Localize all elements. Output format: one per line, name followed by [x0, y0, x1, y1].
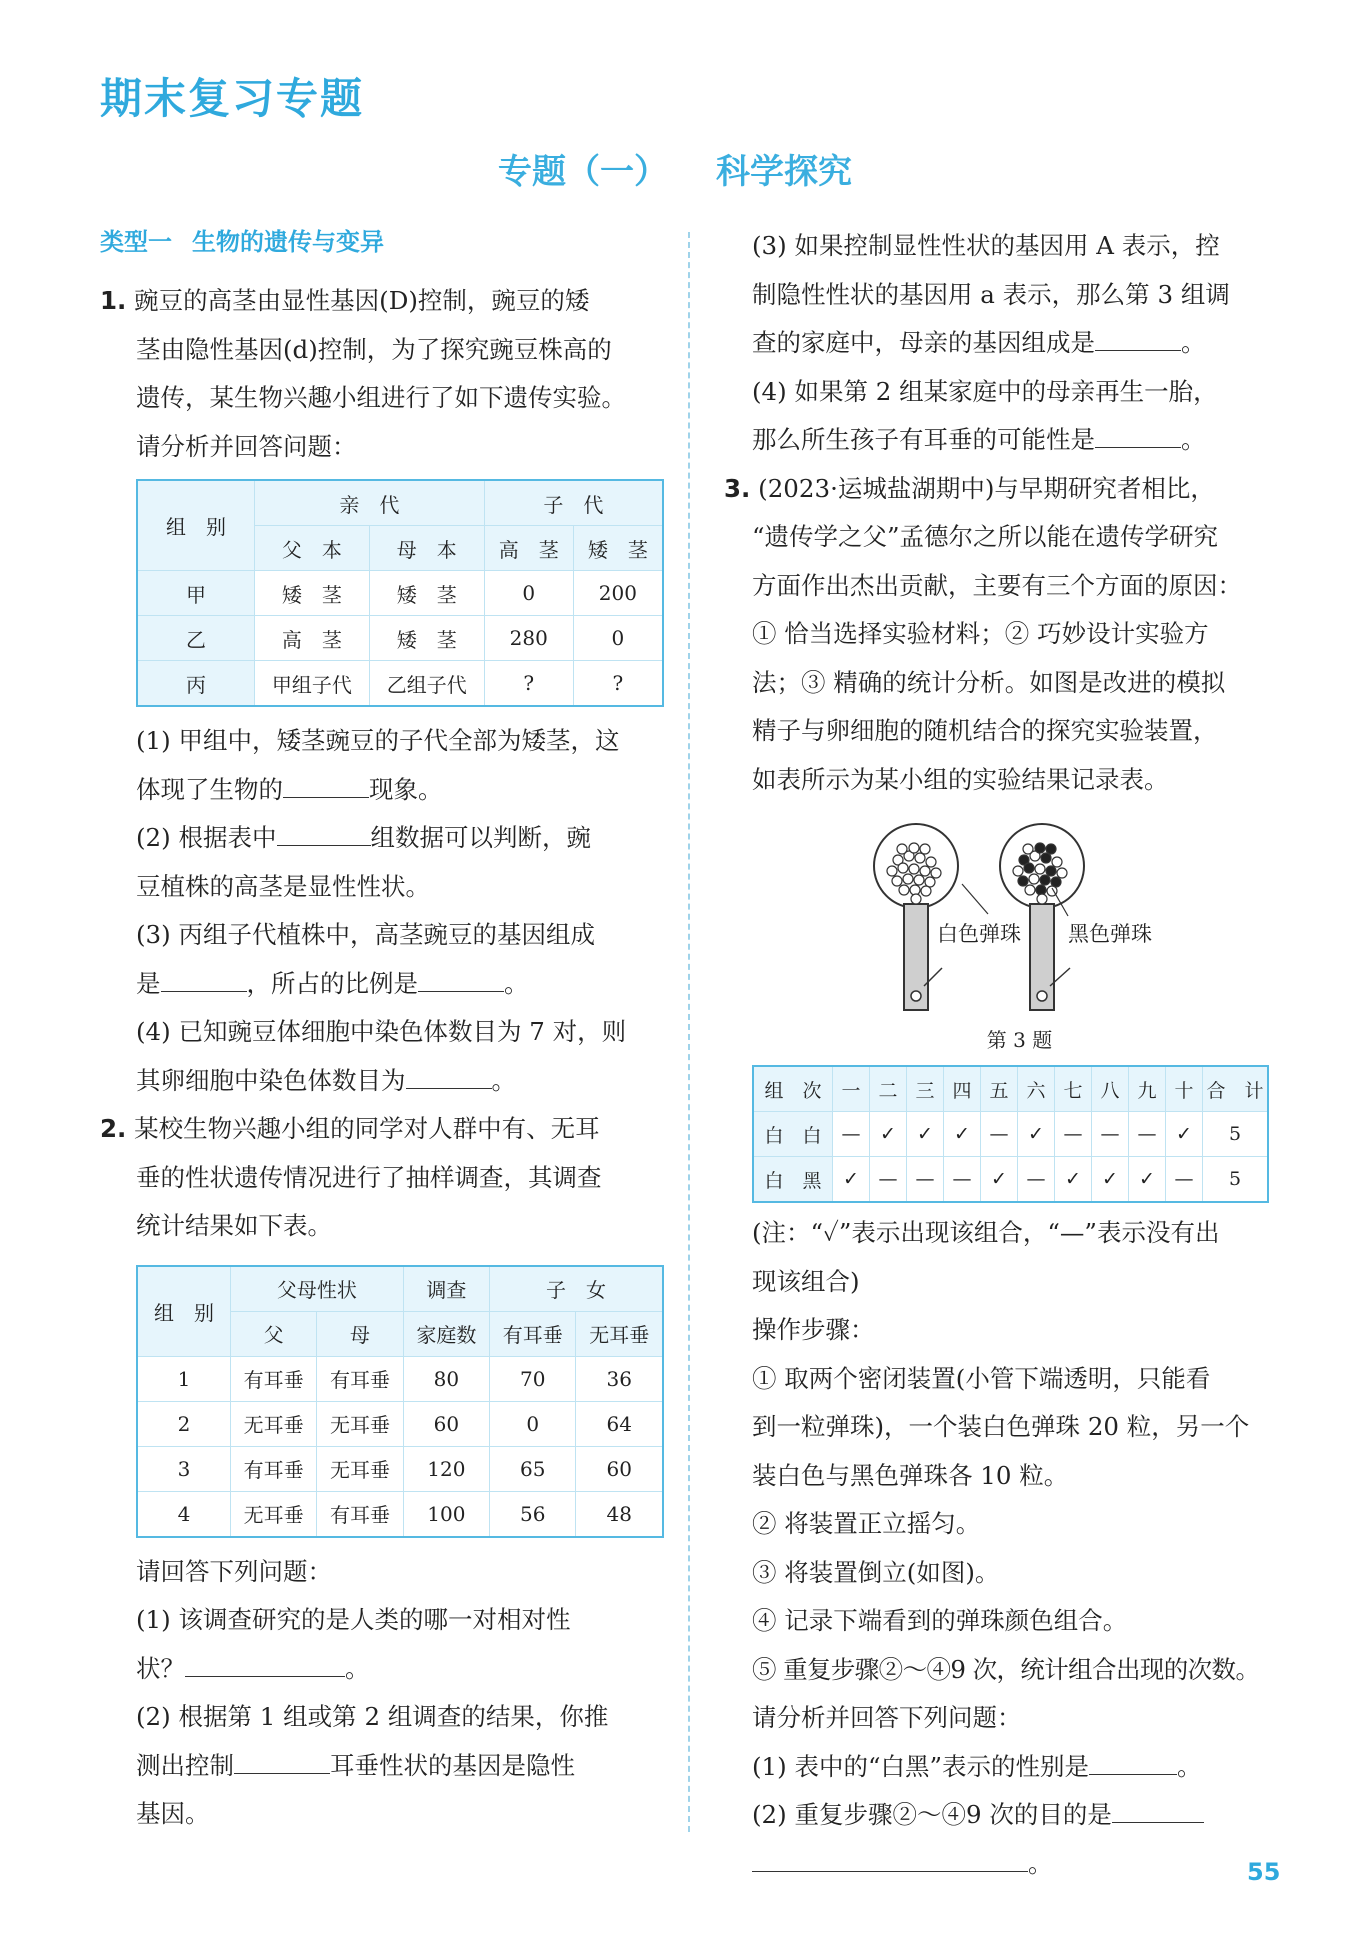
q3-sub2-cont: 。 [752, 1840, 1287, 1889]
topic-title [0, 144, 1350, 193]
table-header: 无耳垂 [576, 1311, 663, 1356]
table-row: 组 次 一 二 三 四 五 六 七 八 九 十 合 计 [753, 1066, 1268, 1112]
q2-number: 2. [100, 1114, 127, 1143]
table-header: 母 [317, 1311, 403, 1356]
answer-blank[interactable] [185, 1652, 345, 1677]
table-header: 高 茎 [484, 526, 573, 571]
q2-sub2: (2) 根据第 1 组或第 2 组调查的结果，你推 [136, 1702, 609, 1731]
q3-intro-line: 如表所示为某小组的实验结果记录表。 [752, 764, 1169, 794]
q2-sub2-end: 基因。 [136, 1799, 210, 1828]
left-column [100, 220, 665, 1839]
answer-blank[interactable] [1089, 1750, 1177, 1775]
q2-intro-line: 垂的性状遗传情况进行了抽样调查，其调查 [136, 1162, 602, 1192]
q1-sub4: (4) 已知豌豆体细胞中染色体数目为 7 对，则 [136, 1017, 627, 1046]
topic-name: 科学探究 [716, 152, 852, 192]
q3-step: ⑤ 重复步骤②～④9 次，统计组合出现的次数。 [752, 1654, 1260, 1684]
q2-sub2-cont: 测出控制 耳垂性状的基因是隐性 [136, 1750, 575, 1780]
q3-steps-title: 操作步骤： [752, 1315, 875, 1344]
q3-step: 装白色与黑色弹珠各 10 粒。 [752, 1460, 1069, 1490]
q3-sub2: (2) 重复步骤②～④9 次的目的是 [752, 1791, 1287, 1840]
q3-intro-line: 法；③ 精确的统计分析。如图是改进的模拟 [752, 667, 1226, 697]
answer-blank[interactable] [161, 967, 247, 992]
question-2 [100, 1105, 665, 1251]
table-header: 父 [231, 1311, 317, 1356]
q2-sub1-cont: 状？ 。 [136, 1653, 370, 1683]
answer-blank[interactable] [406, 1064, 492, 1089]
table-row: 白 白 — ✓ ✓ ✓ — ✓ — — — ✓ 5 [753, 1112, 1268, 1157]
table-row: 白 黑 ✓ — — — ✓ — ✓ ✓ ✓ — 5 [753, 1157, 1268, 1203]
q1-sub1: (1) 甲组中，矮茎豌豆的子代全部为矮茎，这 [136, 726, 620, 755]
answer-blank[interactable] [1095, 423, 1181, 448]
table-row: 2 无耳垂 无耳垂 60 0 64 [137, 1401, 663, 1446]
q2-sub3-cont: 查的家庭中，母亲的基因组成是 。 [752, 328, 1206, 357]
q2-sub4: (4) 如果第 2 组某家庭中的母亲再生一胎， [752, 376, 1218, 406]
q1-sub2-cont: 豆植株的高茎是显性性状。 [136, 871, 430, 901]
q1-intro-line: 1. 豌豆的高茎由显性基因(D)控制，豌豆的矮 [100, 286, 590, 315]
question-3 [724, 465, 1259, 514]
q2-subquestions [100, 1548, 665, 1839]
header-title: 期末复习专题 [100, 74, 365, 123]
marble-apparatus-figure [752, 818, 1287, 1018]
q3-step: ④ 记录下端看到的弹珠颜色组合。 [752, 1606, 1128, 1635]
table-header: 家庭数 [403, 1311, 489, 1356]
q2-intro-line: 统计结果如下表。 [136, 1211, 332, 1240]
q1-intro-line: 请分析并回答问题： [136, 431, 357, 461]
answer-blank[interactable] [283, 773, 369, 798]
right-column [724, 222, 1287, 1888]
q3-step: ③ 将装置倒立(如图)。 [752, 1557, 1000, 1587]
q2-ask: 请回答下列问题： [136, 1556, 332, 1586]
table-header: 组 别 [137, 480, 255, 571]
q1-intro-line: 茎由隐性基因(d)控制，为了探究豌豆株高的 [136, 334, 612, 364]
table-header: 矮 茎 [573, 526, 663, 571]
q2-sub4-cont: 那么所生孩子有耳垂的可能性是 。 [752, 425, 1206, 454]
q1-subquestions [100, 717, 665, 1105]
earlobe-survey-table [136, 1265, 664, 1538]
answer-blank[interactable] [277, 821, 371, 846]
q2-sub3-cont: 制隐性性状的基因用 a 表示，那么第 3 组调 [752, 279, 1230, 309]
table-row: 甲 矮 茎 矮 茎 0 200 [137, 571, 663, 616]
table-header: 亲 代 [255, 480, 485, 526]
table-row: 乙 高 茎 矮 茎 280 0 [137, 616, 663, 661]
table-header: 调查 [403, 1266, 489, 1312]
q3-intro-line: 精子与卵细胞的随机结合的探究实验装置， [752, 716, 1218, 745]
q3-intro-line: 方面作出杰出贡献，主要有三个方面的原因： [752, 570, 1242, 600]
answer-blank[interactable] [1095, 326, 1181, 351]
q3-ask: 请分析并回答下列问题： [752, 1703, 1022, 1732]
q2-intro-line: 2. 某校生物兴趣小组的同学对人群中有、无耳 [100, 1114, 600, 1143]
q1-intro-line: 遗传，某生物兴趣小组进行了如下遗传实验。 [136, 383, 626, 412]
result-record-table [752, 1065, 1269, 1203]
table-header: 子 女 [490, 1266, 663, 1312]
q3-intro-line: 3. (2023·运城盐湖期中)与早期研究者相比， [724, 473, 1215, 503]
section-name: 生物的遗传与变异 [192, 228, 384, 256]
q2-sub1: (1) 该调查研究的是人类的哪一对相对性 [136, 1605, 571, 1634]
label-black-marbles: 黑色弹珠 [1068, 918, 1152, 948]
table-row: 1 有耳垂 有耳垂 80 70 36 [137, 1356, 663, 1401]
label-white-marbles: 白色弹珠 [937, 918, 1021, 948]
pea-experiment-table [136, 479, 664, 707]
table-row: 4 无耳垂 有耳垂 100 56 48 [137, 1491, 663, 1537]
q2-sub3: (3) 如果控制显性性状的基因用 A 表示，控 [752, 231, 1220, 260]
table-header: 父母性状 [231, 1266, 404, 1312]
table-row: 3 有耳垂 无耳垂 120 65 60 [137, 1446, 663, 1491]
figure-caption: 第 3 题 [986, 1028, 1053, 1052]
q3-step: ① 取两个密闭装置(小管下端透明，只能看 [752, 1363, 1211, 1393]
q1-sub3: (3) 丙组子代植株中，高茎豌豆的基因组成 [136, 920, 595, 949]
answer-blank[interactable] [418, 967, 504, 992]
page-number: 55 [1247, 1858, 1281, 1886]
question-1 [100, 277, 665, 471]
table-header: 子 代 [484, 480, 663, 526]
table-header: 母 本 [369, 526, 484, 571]
section-title [100, 222, 665, 257]
table-header: 组 别 [137, 1266, 231, 1357]
q3-number: 3. [724, 473, 751, 503]
q3-step: 到一粒弹珠)，一个装白色弹珠 20 粒，另一个 [752, 1412, 1250, 1441]
answer-blank[interactable] [752, 1847, 1028, 1872]
q3-intro-line: “遗传学之父”孟德尔之所以能在遗传学研究 [752, 522, 1219, 551]
q3-note: (注：“✓”表示出现该组合，“—”表示没有出 [752, 1218, 1220, 1247]
q1-sub4-cont: 其卵细胞中染色体数目为 。 [136, 1065, 516, 1095]
q3-intro-line: ① 恰当选择实验材料；② 巧妙设计实验方 [752, 619, 1209, 648]
table-header: 有耳垂 [490, 1311, 576, 1356]
answer-blank[interactable] [1112, 1798, 1204, 1823]
q1-sub2: (2) 根据表中 组数据可以判断，豌 [136, 823, 591, 852]
q3-sub1: (1) 表中的“白黑”表示的性别是 。 [752, 1751, 1202, 1781]
section-label: 类型一 [100, 228, 172, 256]
answer-blank[interactable] [234, 1749, 330, 1774]
q1-sub3-cont: 是 ，所占的比例是 。 [136, 968, 529, 998]
table-row: 丙 甲组子代 乙组子代 ? ? [137, 661, 663, 707]
topic-number: 专题（一） [498, 152, 668, 192]
q3-step: ② 将装置正立摇匀。 [752, 1509, 981, 1538]
column-divider [688, 232, 690, 1832]
q1-number: 1. [100, 286, 127, 315]
q1-sub1-cont: 体现了生物的 现象。 [136, 774, 443, 804]
q3-note-cont: 现该组合) [752, 1266, 860, 1296]
table-header: 父 本 [255, 526, 370, 571]
